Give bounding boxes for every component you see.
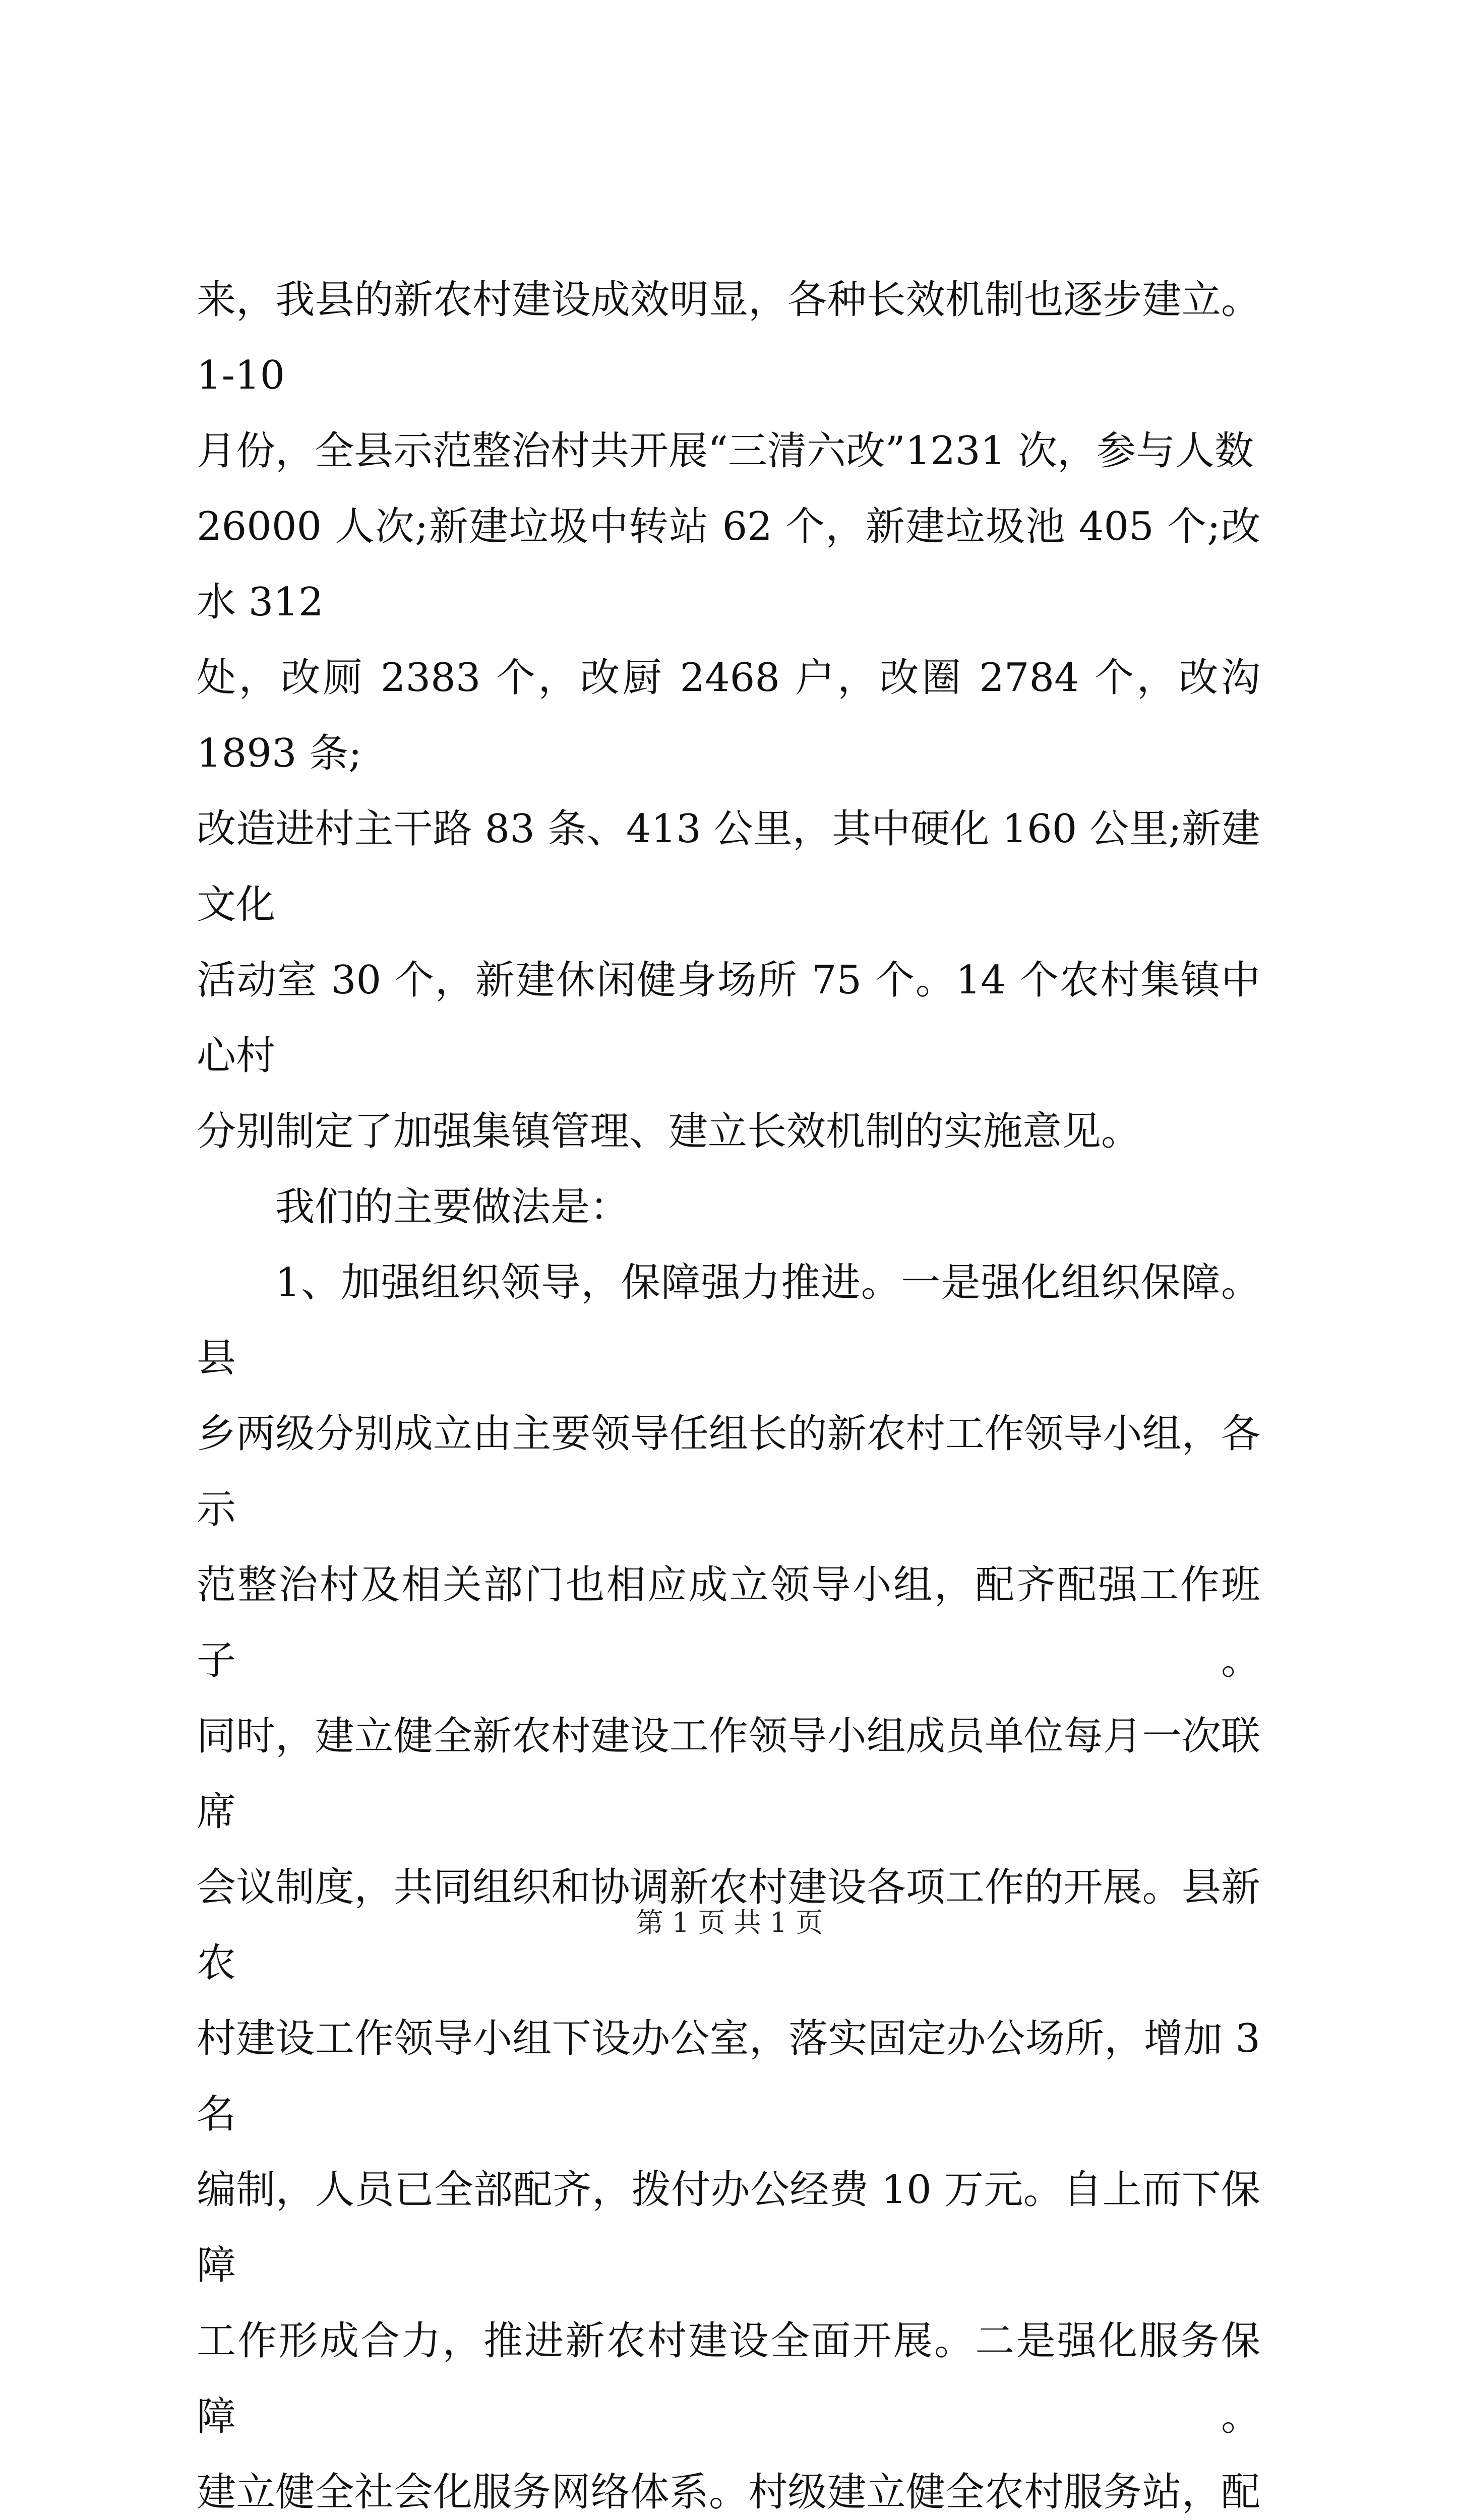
text-line: 范整治村及相关部门也相应成立领导小组，配齐配强工作班子。 (197, 1562, 1260, 1683)
text-line: 工作形成合力，推进新农村建设全面开展。二是强化服务保障。 (197, 2318, 1260, 2439)
paragraph-measures (197, 1245, 1260, 2520)
text-line: 编制，人员已全部配齐，拨付办公经费 10 万元。自上而下保障 (197, 2167, 1260, 2288)
text-line: 活动室 30 个，新建休闲健身场所 75 个。14 个农村集镇中心村 (197, 958, 1260, 1079)
text-line: 分别制定了加强集镇管理、建立长效机制的实施意见。 (197, 1109, 1141, 1154)
paragraph-intro (197, 1169, 1260, 1245)
text-line: 处，改厕 2383 个，改厨 2468 户，改圈 2784 个，改沟 1893 条; (197, 655, 1260, 776)
text-line: 乡两级分别成立由主要领导任组长的新农村工作领导小组，各示 (197, 1411, 1260, 1532)
text-line: 村建设工作领导小组下设办公室，落实固定办公场所，增加 3 名 (197, 2016, 1260, 2137)
page-footer: 第 1 页 共 1 页 (636, 1907, 823, 1938)
text-line: 建立健全社会化服务网络体系。村级建立健全农村服务站，配 (197, 2470, 1260, 2515)
text-line: 月份，全县示范整治村共开展“三清六改”1231 次，参与人数 (197, 428, 1254, 474)
text-line: 会议制度，共同组织和协调新农村建设各项工作的开展。县新农 (197, 1865, 1260, 1986)
text-line: 同时，建立健全新农村建设工作领导小组成员单位每月一次联席 (197, 1714, 1260, 1835)
document-body (197, 262, 1260, 2520)
text-line: 我们的主要做法是： (275, 1184, 630, 1230)
text-line: 来，我县的新农村建设成效明显，各种长效机制也逐步建立。1-10 (197, 277, 1260, 398)
text-line: 1、加强组织领导，保障强力推进。一是强化组织保障。县 (197, 1260, 1260, 1381)
paragraph-results (197, 262, 1260, 1169)
text-line: 改造进村主干路 83 条、413 公里，其中硬化 160 公里;新建文化 (197, 806, 1260, 927)
text-line: 26000 人次;新建垃圾中转站 62 个，新建垃圾池 405 个;改水 312 (197, 504, 1260, 625)
